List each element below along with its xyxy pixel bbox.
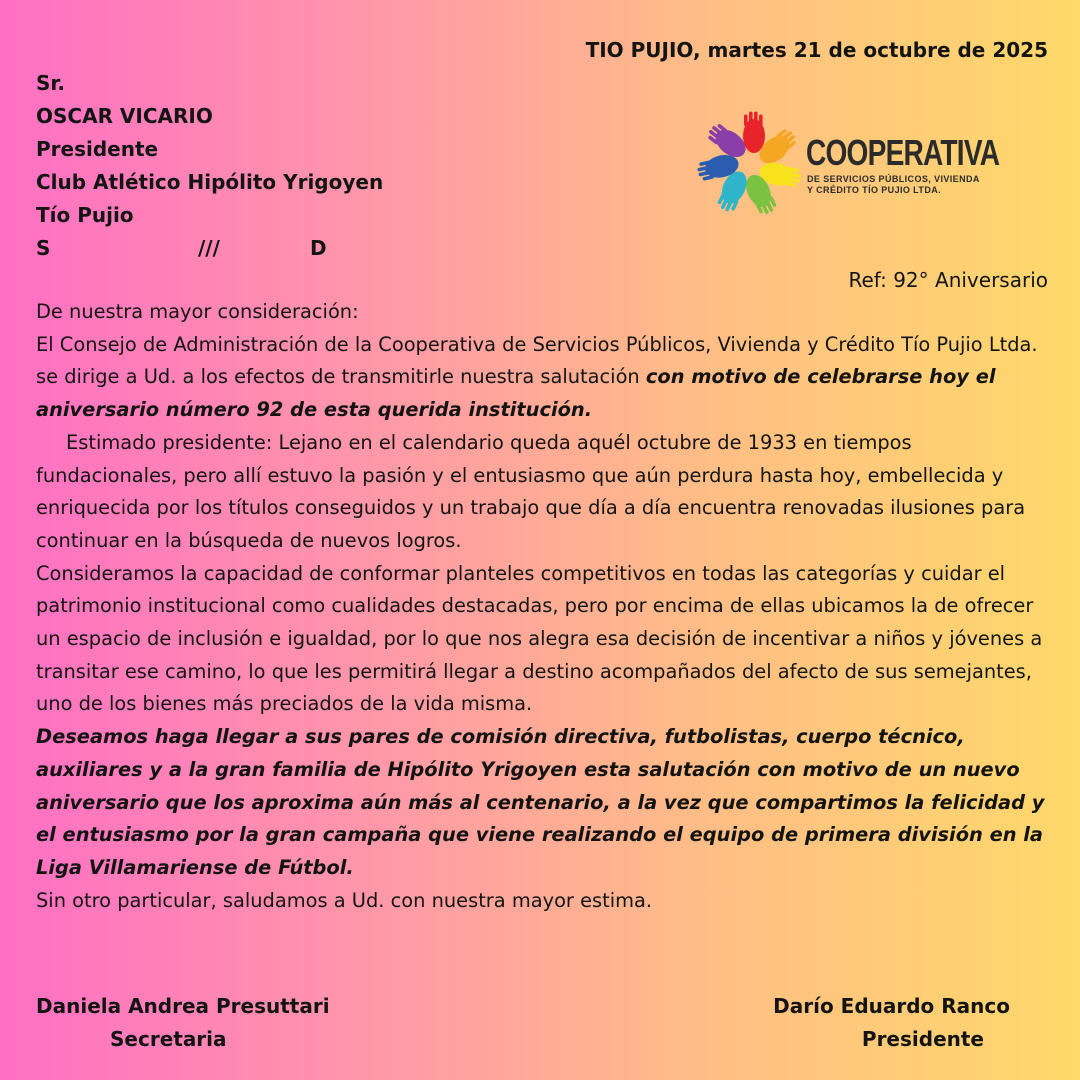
letter-body — [36, 296, 1052, 917]
logo-subtitle-line2: Y CRÉDITO TÍO PUJIO LTDA. — [807, 185, 942, 195]
signature-president — [773, 990, 1010, 1056]
logo-title: COOPERATIVA — [806, 132, 1000, 173]
secretary-role: Secretaria — [110, 1027, 227, 1051]
logo-subtitle — [807, 174, 980, 196]
recipient-club: Club Atlético Hipólito Yrigoyen — [36, 170, 384, 194]
paragraph-4: Deseamos haga llegar a sus pares de comisión directiva, futbolistas, cuerpo técnico, auxiliares y a la gran familia de Hipólito Yrigoyen esta salutación con motivo de un nuevo aniversario que los aproxima aún más al centenario, a la vez que compartimos la felicidad y el entusiasmo por la gran campaña que viene realizando el equipo de primera división en la Liga Villamariense de Fútbol. — [36, 725, 1045, 879]
recipient-salutation: Sr. — [36, 71, 66, 95]
paragraph-3: Consideramos la capacidad de conformar planteles competitivos en todas las categorías y cuidar el patrimonio institucional como cualidades destacadas, pero por encima de ellas ubicamos la de ofrecer un espacio de inclusión e igualdad, por lo que nos alegra esa decisión de incentivar a niños y jóvenes a transitar ese camino, lo que les permitirá llegar a destino acompañados del afecto de sus semejantes, uno de los bienes más preciados de la vida misma. — [36, 561, 1043, 716]
sd-d: D — [310, 236, 327, 260]
paragraph-2: Estimado presidente: Lejano en el calendario queda aquél octubre de 1933 en tiempos fundacionales, pero allí estuvo la pasión y el entusiasmo que aún perdura hasta hoy, embellecida y enriquecida por los títulos conseguidos y un trabajo que día a día encuentra renovadas ilusiones para continuar en la búsqueda de nuevos logros. — [36, 430, 1026, 552]
recipient-block — [36, 67, 383, 265]
logo-subtitle-line1: DE SERVICIOS PÚBLICOS, VIVIENDA — [807, 174, 980, 184]
sd-s: S — [36, 236, 51, 260]
paragraph-1-text: El Consejo de Administración de la Cooperativa de Servicios Públicos, Vivienda y Crédito Tío Pujio Ltda. se dirige a Ud. a los efectos de transmitirle nuestra salutación — [36, 332, 1038, 389]
hand-icon — [743, 112, 765, 154]
closing-line: Sin otro particular, saludamos a Ud. con nuestra mayor estima. — [36, 888, 653, 912]
greeting: De nuestra mayor consideración: — [36, 300, 359, 323]
president-role: Presidente — [861, 1027, 984, 1051]
recipient-position: Presidente — [36, 137, 159, 161]
hands-star-logo-icon — [694, 108, 806, 220]
letter-date: TIO PUJIO, martes 21 de octubre de 2025 — [585, 38, 1048, 62]
signature-secretary — [36, 990, 330, 1056]
secretary-name: Daniela Andrea Presuttari — [36, 994, 330, 1018]
recipient-name: OSCAR VICARIO — [36, 104, 213, 128]
president-name: Darío Eduardo Ranco — [773, 994, 1010, 1018]
paragraph-1 — [36, 329, 1052, 427]
sd-slashes: /// — [198, 236, 220, 260]
reference-line: Ref: 92° Aniversario — [848, 268, 1048, 292]
sd-abbreviation — [36, 232, 383, 265]
paragraph-1-emphasis: con motivo de celebrarse hoy el aniversario número 92 de esta querida institución. — [36, 365, 996, 422]
recipient-city: Tío Pujio — [36, 203, 134, 227]
cooperativa-logo — [694, 108, 1000, 220]
